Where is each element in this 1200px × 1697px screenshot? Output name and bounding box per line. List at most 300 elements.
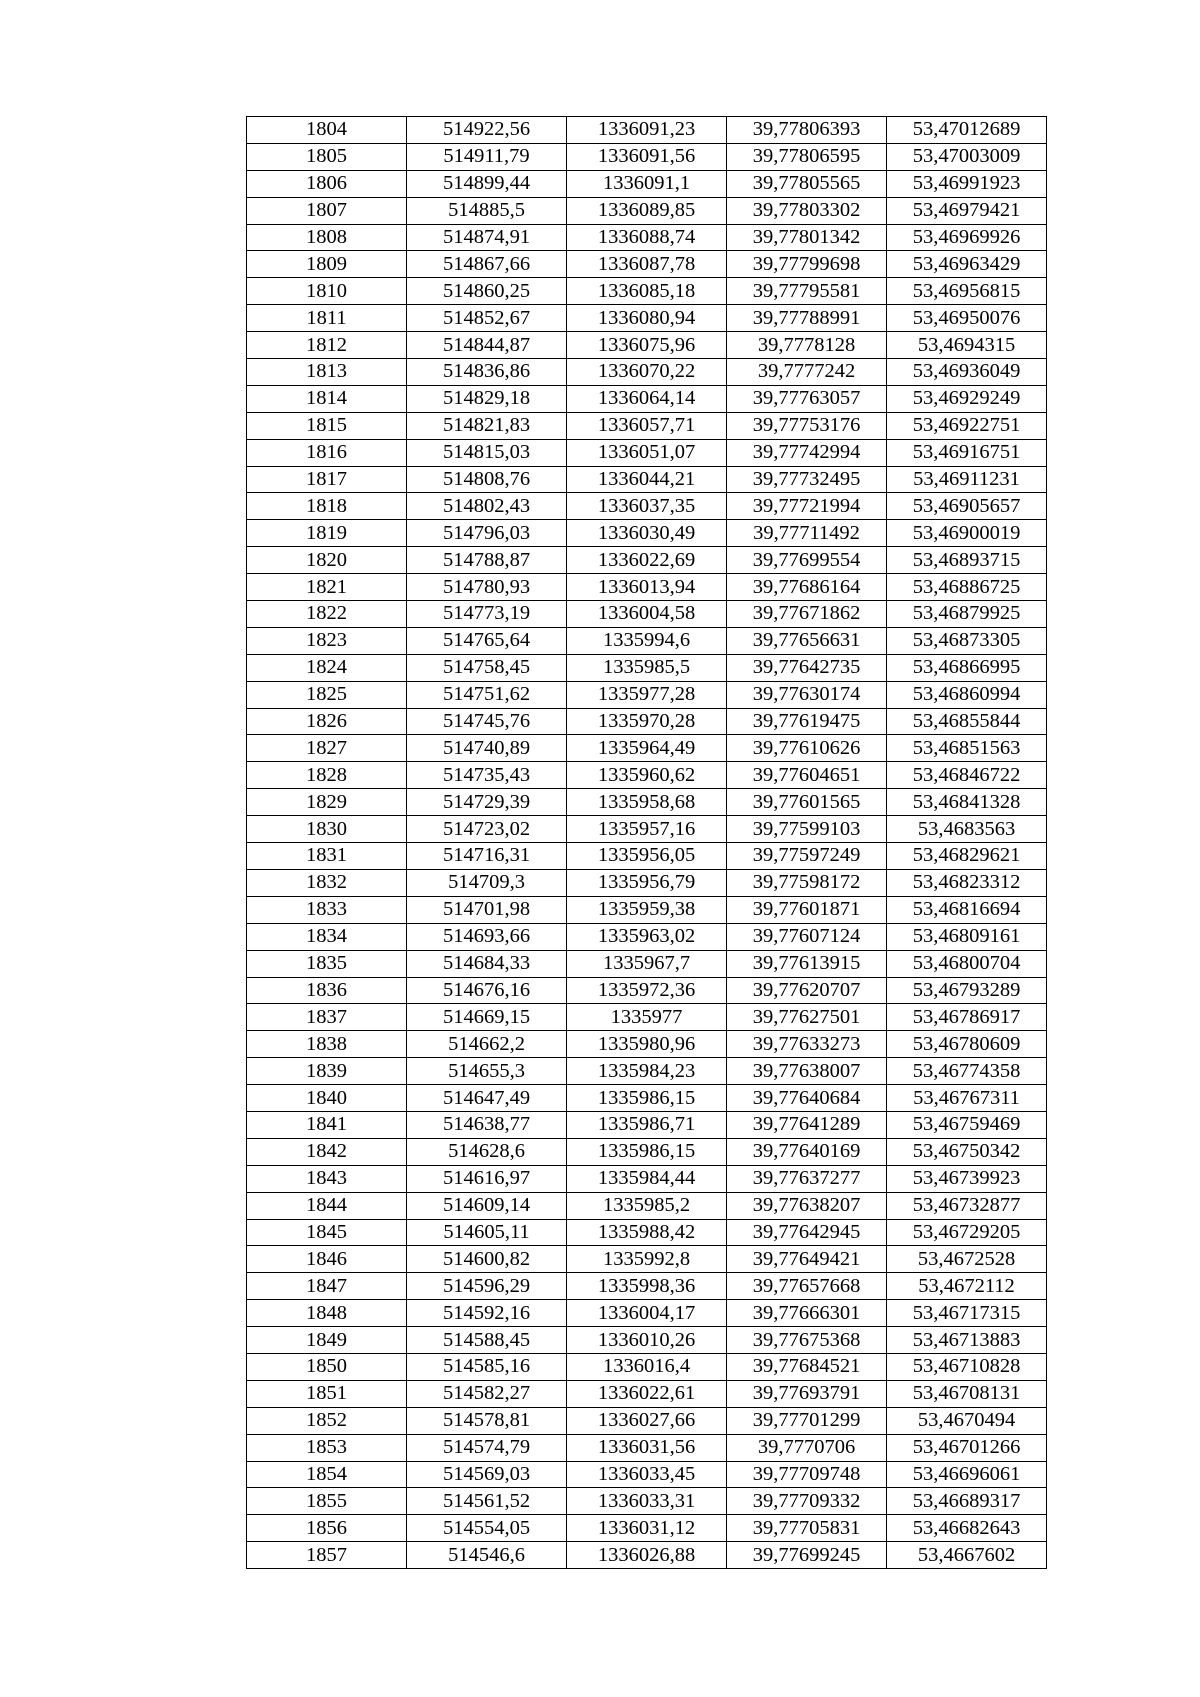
latitude-cell: 53,4694315 [887, 332, 1047, 359]
coord-x-cell: 514546,6 [407, 1542, 567, 1569]
longitude-cell: 39,77805565 [727, 170, 887, 197]
latitude-cell: 53,47012689 [887, 117, 1047, 144]
latitude-cell: 53,46759469 [887, 1111, 1047, 1138]
point-number-cell: 1837 [247, 1004, 407, 1031]
table-row [247, 117, 1047, 144]
coord-y-cell: 1336004,17 [567, 1300, 727, 1327]
longitude-cell: 39,77657668 [727, 1273, 887, 1300]
point-number-cell: 1825 [247, 681, 407, 708]
coord-x-cell: 514684,33 [407, 950, 567, 977]
coord-y-cell: 1336089,85 [567, 197, 727, 224]
table-row [247, 1165, 1047, 1192]
coord-x-cell: 514745,76 [407, 708, 567, 735]
longitude-cell: 39,77640169 [727, 1138, 887, 1165]
latitude-cell: 53,46886725 [887, 574, 1047, 601]
coord-y-cell: 1336033,31 [567, 1488, 727, 1515]
table-row [247, 816, 1047, 843]
latitude-cell: 53,46732877 [887, 1192, 1047, 1219]
longitude-cell: 39,77638007 [727, 1058, 887, 1085]
coord-y-cell: 1336091,1 [567, 170, 727, 197]
latitude-cell: 53,46911231 [887, 466, 1047, 493]
coord-y-cell: 1335986,15 [567, 1138, 727, 1165]
latitude-cell: 53,46750342 [887, 1138, 1047, 1165]
coord-x-cell: 514569,03 [407, 1461, 567, 1488]
point-number-cell: 1841 [247, 1111, 407, 1138]
coord-x-cell: 514709,3 [407, 869, 567, 896]
table-row [247, 1031, 1047, 1058]
coord-x-cell: 514655,3 [407, 1058, 567, 1085]
table-row [247, 1353, 1047, 1380]
latitude-cell: 53,46893715 [887, 547, 1047, 574]
coord-y-cell: 1336085,18 [567, 278, 727, 305]
latitude-cell: 53,46729205 [887, 1219, 1047, 1246]
latitude-cell: 53,4670494 [887, 1407, 1047, 1434]
coord-y-cell: 1336027,66 [567, 1407, 727, 1434]
coord-x-cell: 514802,43 [407, 493, 567, 520]
latitude-cell: 53,46774358 [887, 1058, 1047, 1085]
coord-x-cell: 514647,49 [407, 1085, 567, 1112]
point-number-cell: 1844 [247, 1192, 407, 1219]
latitude-cell: 53,46786917 [887, 1004, 1047, 1031]
longitude-cell: 39,77788991 [727, 305, 887, 332]
table-row [247, 1004, 1047, 1031]
longitude-cell: 39,77597249 [727, 843, 887, 870]
table-row [247, 439, 1047, 466]
point-number-cell: 1847 [247, 1273, 407, 1300]
coord-x-cell: 514585,16 [407, 1353, 567, 1380]
longitude-cell: 39,77666301 [727, 1300, 887, 1327]
longitude-cell: 39,77699245 [727, 1542, 887, 1569]
longitude-cell: 39,77620707 [727, 977, 887, 1004]
table-row [247, 896, 1047, 923]
table-row [247, 681, 1047, 708]
longitude-cell: 39,77693791 [727, 1380, 887, 1407]
longitude-cell: 39,77640684 [727, 1085, 887, 1112]
table-row [247, 1380, 1047, 1407]
point-number-cell: 1832 [247, 869, 407, 896]
latitude-cell: 53,46767311 [887, 1085, 1047, 1112]
coord-x-cell: 514578,81 [407, 1407, 567, 1434]
longitude-cell: 39,77709332 [727, 1488, 887, 1515]
table-row [247, 762, 1047, 789]
table-row [247, 547, 1047, 574]
longitude-cell: 39,77610626 [727, 735, 887, 762]
point-number-cell: 1822 [247, 601, 407, 628]
coord-x-cell: 514582,27 [407, 1380, 567, 1407]
table-row [247, 708, 1047, 735]
coord-y-cell: 1335986,15 [567, 1085, 727, 1112]
longitude-cell: 39,77656631 [727, 627, 887, 654]
latitude-cell: 53,46879925 [887, 601, 1047, 628]
coord-y-cell: 1336057,71 [567, 412, 727, 439]
point-number-cell: 1812 [247, 332, 407, 359]
longitude-cell: 39,77795581 [727, 278, 887, 305]
coord-x-cell: 514638,77 [407, 1111, 567, 1138]
latitude-cell: 53,46916751 [887, 439, 1047, 466]
table-row [247, 654, 1047, 681]
coord-x-cell: 514922,56 [407, 117, 567, 144]
point-number-cell: 1828 [247, 762, 407, 789]
point-number-cell: 1833 [247, 896, 407, 923]
latitude-cell: 53,46696061 [887, 1461, 1047, 1488]
coord-y-cell: 1336026,88 [567, 1542, 727, 1569]
coord-x-cell: 514758,45 [407, 654, 567, 681]
table-row [247, 923, 1047, 950]
table-row [247, 1461, 1047, 1488]
point-number-cell: 1842 [247, 1138, 407, 1165]
point-number-cell: 1856 [247, 1515, 407, 1542]
coord-x-cell: 514676,16 [407, 977, 567, 1004]
point-number-cell: 1819 [247, 520, 407, 547]
latitude-cell: 53,46701266 [887, 1434, 1047, 1461]
point-number-cell: 1831 [247, 843, 407, 870]
point-number-cell: 1814 [247, 385, 407, 412]
coord-x-cell: 514592,16 [407, 1300, 567, 1327]
coord-y-cell: 1336075,96 [567, 332, 727, 359]
table-row [247, 359, 1047, 386]
coord-y-cell: 1335985,5 [567, 654, 727, 681]
latitude-cell: 53,46800704 [887, 950, 1047, 977]
coord-y-cell: 1335972,36 [567, 977, 727, 1004]
latitude-cell: 53,46809161 [887, 923, 1047, 950]
coord-y-cell: 1335958,68 [567, 789, 727, 816]
table-row [247, 1300, 1047, 1327]
coord-y-cell: 1336022,69 [567, 547, 727, 574]
longitude-cell: 39,77649421 [727, 1246, 887, 1273]
table-row [247, 1273, 1047, 1300]
point-number-cell: 1827 [247, 735, 407, 762]
coord-x-cell: 514609,14 [407, 1192, 567, 1219]
latitude-cell: 53,47003009 [887, 143, 1047, 170]
point-number-cell: 1857 [247, 1542, 407, 1569]
table-row [247, 305, 1047, 332]
coord-y-cell: 1335992,8 [567, 1246, 727, 1273]
latitude-cell: 53,46851563 [887, 735, 1047, 762]
longitude-cell: 39,77803302 [727, 197, 887, 224]
latitude-cell: 53,46816694 [887, 896, 1047, 923]
point-number-cell: 1843 [247, 1165, 407, 1192]
table-row [247, 869, 1047, 896]
point-number-cell: 1817 [247, 466, 407, 493]
coord-x-cell: 514788,87 [407, 547, 567, 574]
coord-x-cell: 514860,25 [407, 278, 567, 305]
point-number-cell: 1823 [247, 627, 407, 654]
coord-x-cell: 514808,76 [407, 466, 567, 493]
coord-x-cell: 514773,19 [407, 601, 567, 628]
table-row [247, 197, 1047, 224]
latitude-cell: 53,4667602 [887, 1542, 1047, 1569]
coord-y-cell: 1335994,6 [567, 627, 727, 654]
coord-y-cell: 1335963,02 [567, 923, 727, 950]
point-number-cell: 1816 [247, 439, 407, 466]
point-number-cell: 1855 [247, 1488, 407, 1515]
table-row [247, 170, 1047, 197]
point-number-cell: 1820 [247, 547, 407, 574]
coord-x-cell: 514605,11 [407, 1219, 567, 1246]
longitude-cell: 39,77701299 [727, 1407, 887, 1434]
table-row [247, 574, 1047, 601]
coord-x-cell: 514628,6 [407, 1138, 567, 1165]
point-number-cell: 1824 [247, 654, 407, 681]
table-row [247, 1111, 1047, 1138]
longitude-cell: 39,77711492 [727, 520, 887, 547]
coord-y-cell: 1335967,7 [567, 950, 727, 977]
longitude-cell: 39,77642735 [727, 654, 887, 681]
table-row [247, 278, 1047, 305]
coord-y-cell: 1335984,23 [567, 1058, 727, 1085]
point-number-cell: 1854 [247, 1461, 407, 1488]
coord-y-cell: 1335959,38 [567, 896, 727, 923]
coord-y-cell: 1336091,56 [567, 143, 727, 170]
latitude-cell: 53,4672528 [887, 1246, 1047, 1273]
table-row [247, 466, 1047, 493]
latitude-cell: 53,46708131 [887, 1380, 1047, 1407]
point-number-cell: 1852 [247, 1407, 407, 1434]
point-number-cell: 1811 [247, 305, 407, 332]
table-row [247, 332, 1047, 359]
longitude-cell: 39,77607124 [727, 923, 887, 950]
table-row [247, 735, 1047, 762]
coord-y-cell: 1336088,74 [567, 224, 727, 251]
point-number-cell: 1848 [247, 1300, 407, 1327]
point-number-cell: 1806 [247, 170, 407, 197]
table-row [247, 789, 1047, 816]
table-row [247, 1515, 1047, 1542]
longitude-cell: 39,77753176 [727, 412, 887, 439]
longitude-cell: 39,77604651 [727, 762, 887, 789]
coord-y-cell: 1336051,07 [567, 439, 727, 466]
latitude-cell: 53,46780609 [887, 1031, 1047, 1058]
latitude-cell: 53,46793289 [887, 977, 1047, 1004]
table-row [247, 1488, 1047, 1515]
latitude-cell: 53,46846722 [887, 762, 1047, 789]
latitude-cell: 53,46841328 [887, 789, 1047, 816]
longitude-cell: 39,77721994 [727, 493, 887, 520]
coord-x-cell: 514588,45 [407, 1327, 567, 1354]
coord-y-cell: 1335970,28 [567, 708, 727, 735]
table-row [247, 950, 1047, 977]
point-number-cell: 1804 [247, 117, 407, 144]
coord-y-cell: 1336037,35 [567, 493, 727, 520]
latitude-cell: 53,46979421 [887, 197, 1047, 224]
longitude-cell: 39,77806393 [727, 117, 887, 144]
longitude-cell: 39,77630174 [727, 681, 887, 708]
coord-x-cell: 514765,64 [407, 627, 567, 654]
coord-x-cell: 514780,93 [407, 574, 567, 601]
coord-x-cell: 514844,87 [407, 332, 567, 359]
table-row [247, 977, 1047, 1004]
point-number-cell: 1821 [247, 574, 407, 601]
point-number-cell: 1815 [247, 412, 407, 439]
coord-x-cell: 514829,18 [407, 385, 567, 412]
latitude-cell: 53,4672112 [887, 1273, 1047, 1300]
point-number-cell: 1836 [247, 977, 407, 1004]
coord-y-cell: 1336016,4 [567, 1353, 727, 1380]
table-row [247, 1219, 1047, 1246]
coord-x-cell: 514885,5 [407, 197, 567, 224]
point-number-cell: 1846 [247, 1246, 407, 1273]
table-row [247, 224, 1047, 251]
longitude-cell: 39,7777242 [727, 359, 887, 386]
coord-y-cell: 1335986,71 [567, 1111, 727, 1138]
latitude-cell: 53,46717315 [887, 1300, 1047, 1327]
coord-y-cell: 1335985,2 [567, 1192, 727, 1219]
coord-x-cell: 514867,66 [407, 251, 567, 278]
coord-y-cell: 1336022,61 [567, 1380, 727, 1407]
table-row [247, 1542, 1047, 1569]
longitude-cell: 39,77742994 [727, 439, 887, 466]
point-number-cell: 1808 [247, 224, 407, 251]
table-row [247, 1192, 1047, 1219]
longitude-cell: 39,77699554 [727, 547, 887, 574]
coord-y-cell: 1335956,05 [567, 843, 727, 870]
coordinates-table-body [247, 117, 1047, 1569]
coord-y-cell: 1336004,58 [567, 601, 727, 628]
table-row [247, 843, 1047, 870]
longitude-cell: 39,7778128 [727, 332, 887, 359]
point-number-cell: 1840 [247, 1085, 407, 1112]
latitude-cell: 53,4683563 [887, 816, 1047, 843]
latitude-cell: 53,46855844 [887, 708, 1047, 735]
coord-y-cell: 1335980,96 [567, 1031, 727, 1058]
latitude-cell: 53,46900019 [887, 520, 1047, 547]
table-row [247, 251, 1047, 278]
latitude-cell: 53,46969926 [887, 224, 1047, 251]
longitude-cell: 39,77599103 [727, 816, 887, 843]
coord-y-cell: 1335956,79 [567, 869, 727, 896]
coord-x-cell: 514821,83 [407, 412, 567, 439]
longitude-cell: 39,77732495 [727, 466, 887, 493]
point-number-cell: 1826 [247, 708, 407, 735]
latitude-cell: 53,46905657 [887, 493, 1047, 520]
coord-y-cell: 1335998,36 [567, 1273, 727, 1300]
longitude-cell: 39,77619475 [727, 708, 887, 735]
table-row [247, 493, 1047, 520]
coord-y-cell: 1336031,12 [567, 1515, 727, 1542]
table-row [247, 143, 1047, 170]
latitude-cell: 53,46950076 [887, 305, 1047, 332]
longitude-cell: 39,77763057 [727, 385, 887, 412]
longitude-cell: 39,77627501 [727, 1004, 887, 1031]
longitude-cell: 39,77633273 [727, 1031, 887, 1058]
longitude-cell: 39,77806595 [727, 143, 887, 170]
coord-x-cell: 514693,66 [407, 923, 567, 950]
coord-x-cell: 514662,2 [407, 1031, 567, 1058]
longitude-cell: 39,77671862 [727, 601, 887, 628]
longitude-cell: 39,77675368 [727, 1327, 887, 1354]
longitude-cell: 39,77705831 [727, 1515, 887, 1542]
coord-x-cell: 514836,86 [407, 359, 567, 386]
point-number-cell: 1829 [247, 789, 407, 816]
table-row [247, 627, 1047, 654]
coord-y-cell: 1335988,42 [567, 1219, 727, 1246]
longitude-cell: 39,77709748 [727, 1461, 887, 1488]
point-number-cell: 1850 [247, 1353, 407, 1380]
point-number-cell: 1839 [247, 1058, 407, 1085]
coordinates-table [246, 116, 1047, 1569]
coord-y-cell: 1336013,94 [567, 574, 727, 601]
point-number-cell: 1830 [247, 816, 407, 843]
coord-y-cell: 1336010,26 [567, 1327, 727, 1354]
latitude-cell: 53,46963429 [887, 251, 1047, 278]
table-row [247, 412, 1047, 439]
longitude-cell: 39,77613915 [727, 950, 887, 977]
coord-x-cell: 514701,98 [407, 896, 567, 923]
coord-x-cell: 514723,02 [407, 816, 567, 843]
table-row [247, 1085, 1047, 1112]
point-number-cell: 1851 [247, 1380, 407, 1407]
coord-x-cell: 514899,44 [407, 170, 567, 197]
latitude-cell: 53,46866995 [887, 654, 1047, 681]
point-number-cell: 1835 [247, 950, 407, 977]
latitude-cell: 53,46922751 [887, 412, 1047, 439]
longitude-cell: 39,77684521 [727, 1353, 887, 1380]
longitude-cell: 39,77686164 [727, 574, 887, 601]
table-row [247, 1058, 1047, 1085]
longitude-cell: 39,77598172 [727, 869, 887, 896]
coord-x-cell: 514874,91 [407, 224, 567, 251]
coord-x-cell: 514751,62 [407, 681, 567, 708]
latitude-cell: 53,46936049 [887, 359, 1047, 386]
point-number-cell: 1818 [247, 493, 407, 520]
point-number-cell: 1807 [247, 197, 407, 224]
coord-y-cell: 1335977 [567, 1004, 727, 1031]
latitude-cell: 53,46991923 [887, 170, 1047, 197]
point-number-cell: 1845 [247, 1219, 407, 1246]
coord-x-cell: 514596,29 [407, 1273, 567, 1300]
coord-x-cell: 514852,67 [407, 305, 567, 332]
latitude-cell: 53,46823312 [887, 869, 1047, 896]
coord-y-cell: 1336087,78 [567, 251, 727, 278]
latitude-cell: 53,46829621 [887, 843, 1047, 870]
point-number-cell: 1809 [247, 251, 407, 278]
coord-y-cell: 1336031,56 [567, 1434, 727, 1461]
coord-x-cell: 514554,05 [407, 1515, 567, 1542]
latitude-cell: 53,46956815 [887, 278, 1047, 305]
coord-x-cell: 514740,89 [407, 735, 567, 762]
coord-x-cell: 514669,15 [407, 1004, 567, 1031]
coord-x-cell: 514616,97 [407, 1165, 567, 1192]
point-number-cell: 1834 [247, 923, 407, 950]
point-number-cell: 1849 [247, 1327, 407, 1354]
longitude-cell: 39,77642945 [727, 1219, 887, 1246]
latitude-cell: 53,46710828 [887, 1353, 1047, 1380]
coord-y-cell: 1335964,49 [567, 735, 727, 762]
coord-x-cell: 514735,43 [407, 762, 567, 789]
coord-x-cell: 514796,03 [407, 520, 567, 547]
coord-y-cell: 1335977,28 [567, 681, 727, 708]
coord-y-cell: 1336091,23 [567, 117, 727, 144]
coord-y-cell: 1335957,16 [567, 816, 727, 843]
table-row [247, 1246, 1047, 1273]
coord-y-cell: 1336033,45 [567, 1461, 727, 1488]
table-row [247, 1434, 1047, 1461]
coord-x-cell: 514716,31 [407, 843, 567, 870]
coord-x-cell: 514815,03 [407, 439, 567, 466]
table-row [247, 385, 1047, 412]
coord-x-cell: 514561,52 [407, 1488, 567, 1515]
longitude-cell: 39,77641289 [727, 1111, 887, 1138]
coord-y-cell: 1335984,44 [567, 1165, 727, 1192]
latitude-cell: 53,46739923 [887, 1165, 1047, 1192]
table-row [247, 1138, 1047, 1165]
coord-x-cell: 514600,82 [407, 1246, 567, 1273]
point-number-cell: 1810 [247, 278, 407, 305]
latitude-cell: 53,46860994 [887, 681, 1047, 708]
longitude-cell: 39,77601565 [727, 789, 887, 816]
coord-y-cell: 1336030,49 [567, 520, 727, 547]
longitude-cell: 39,77799698 [727, 251, 887, 278]
